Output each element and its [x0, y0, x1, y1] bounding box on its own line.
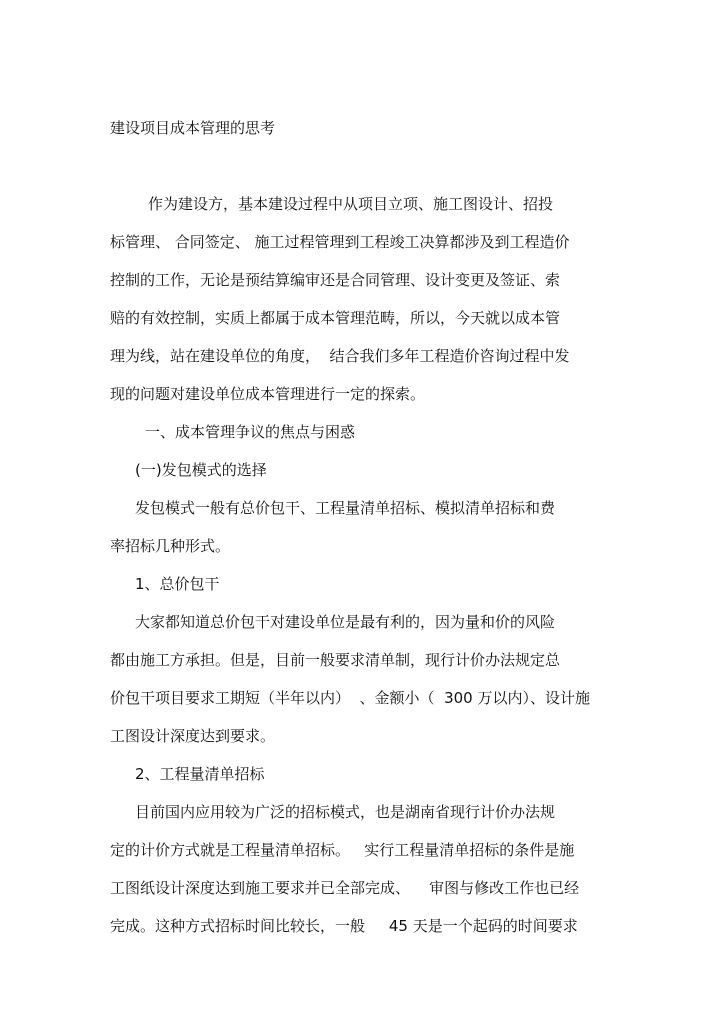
paragraph-line: 发包模式一般有总价包干、工程量清单招标、模拟清单招标和费: [135, 499, 556, 517]
item-heading: 2、工程量清单招标: [135, 765, 265, 783]
paragraph-line: 工图设计深度达到要求。: [110, 727, 276, 745]
paragraph-line: 率招标几种形式。: [110, 537, 231, 555]
subsection-heading: (一)发包模式的选择: [135, 461, 267, 479]
paragraph-line: 价包干项目要求工期短（半年以内） 、金额小（ 300 万以内）、设计施: [110, 689, 590, 707]
paragraph-line: 都由施工方承担。但是，目前一般要求清单制，现行计价办法规定总: [110, 651, 561, 669]
paragraph-line: 工图纸设计深度达到施工要求并已全部完成、 审图与修改工作也已经: [110, 879, 580, 897]
section-heading: 一、成本管理争议的焦点与困惑: [145, 423, 356, 441]
paragraph-line: 作为建设方，基本建设过程中从项目立项、施工图设计、招投: [148, 195, 554, 213]
paragraph-line: 赔的有效控制，实质上都属于成本管理范畴，所以，今天就以成本管: [110, 309, 561, 327]
paragraph-line: 现的问题对建设单位成本管理进行一定的探索。: [110, 385, 426, 403]
paragraph-line: 理为线，站在建设单位的角度， 结合我们多年工程造价咨询过程中发: [110, 347, 570, 365]
paragraph-line: 定的计价方式就是工程量清单招标。 实行工程量清单招标的条件是施: [110, 841, 575, 859]
paragraph-line: 目前国内应用较为广泛的招标模式，也是湖南省现行计价办法规: [135, 803, 556, 821]
item-heading: 1、总价包干: [135, 575, 220, 593]
paragraph-line: 标管理、 合同签定、 施工过程管理到工程竣工决算都涉及到工程造价: [110, 233, 570, 251]
paragraph-line: 完成。这种方式招标时间比较长，一般 45 天是一个起码的时间要求: [110, 917, 578, 935]
paragraph-line: 控制的工作，无论是预结算编审还是合同管理、设计变更及签证、索: [110, 271, 561, 289]
document-title: 建设项目成本管理的思考: [110, 119, 276, 137]
paragraph-line: 大家都知道总价包干对建设单位是最有利的，因为量和价的风险: [135, 613, 556, 631]
